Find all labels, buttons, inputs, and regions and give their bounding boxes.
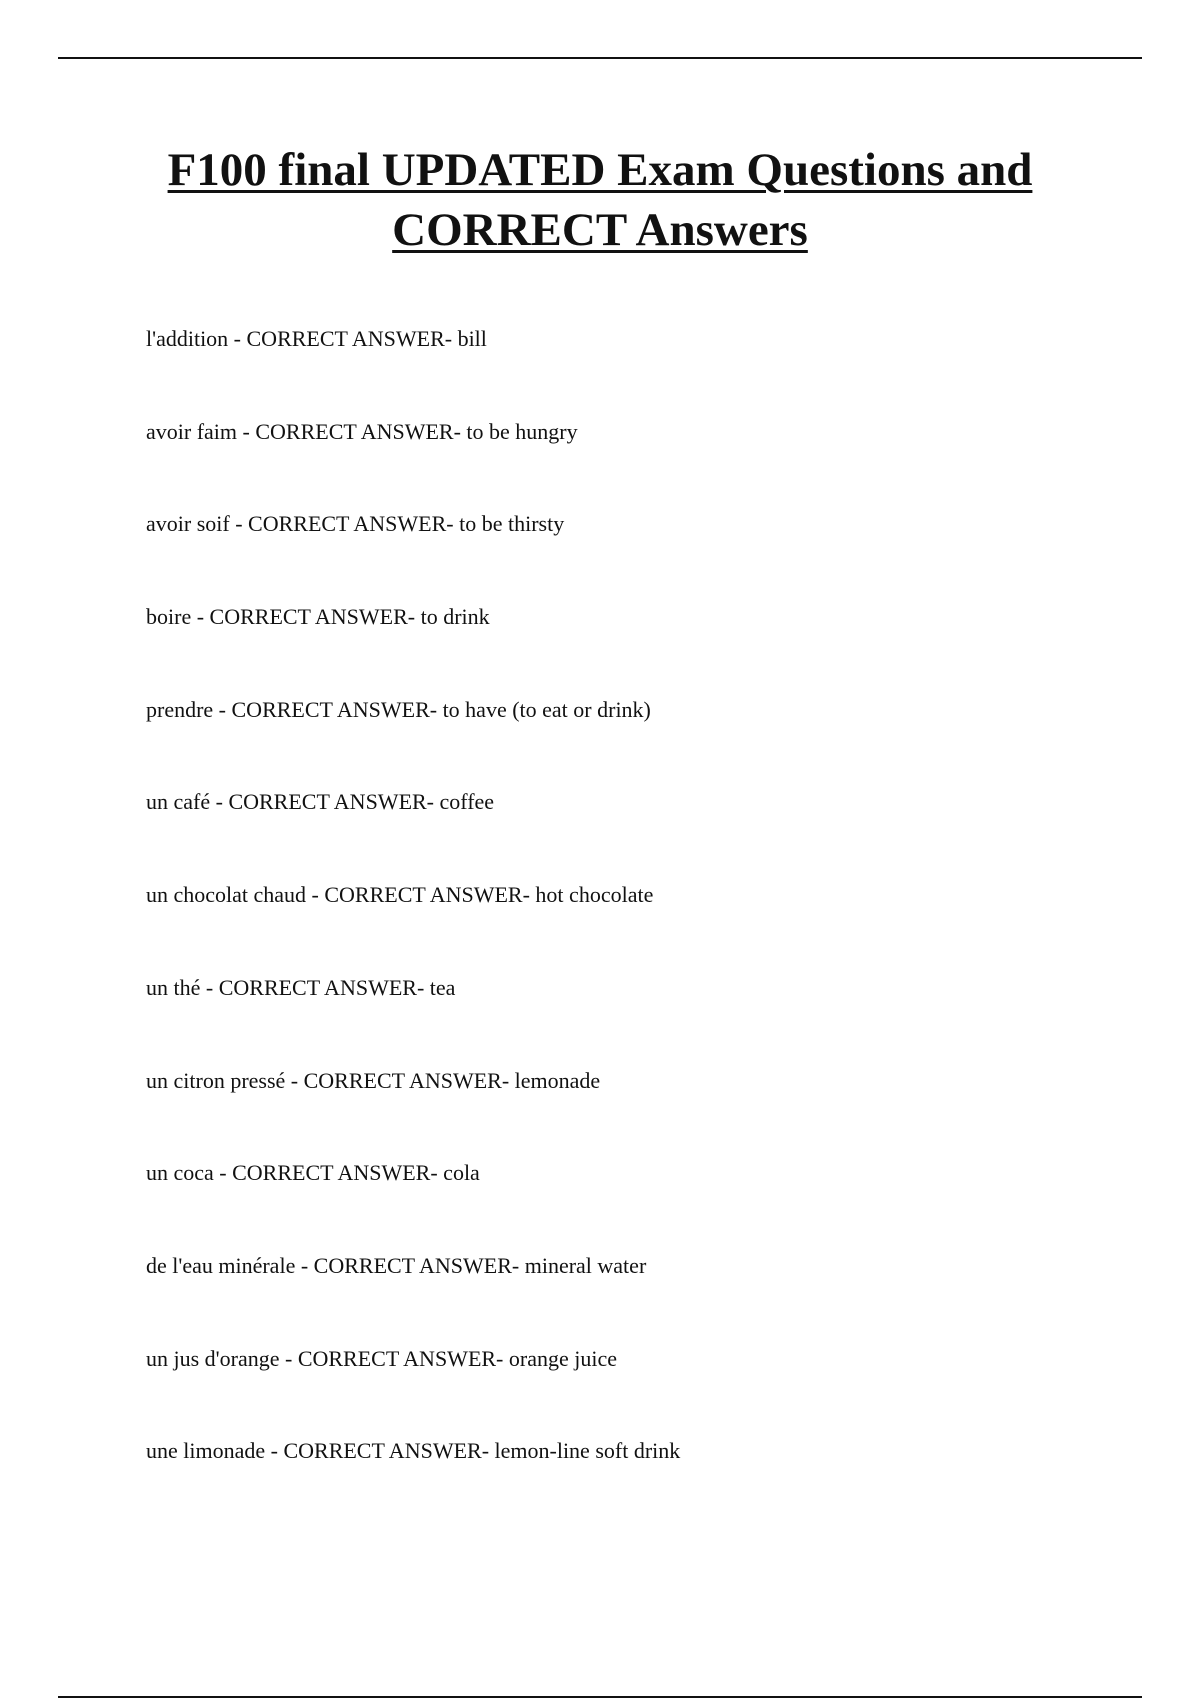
top-divider (58, 57, 1142, 59)
list-item: un coca - CORRECT ANSWER- cola (146, 1160, 480, 1186)
list-item: un thé - CORRECT ANSWER- tea (146, 974, 456, 1000)
title-line-2: CORRECT Answers (392, 204, 808, 256)
list-item: prendre - CORRECT ANSWER- to have (to eat or drink) (146, 696, 651, 722)
list-item: de l'eau minérale - CORRECT ANSWER- mineral water (146, 1252, 647, 1278)
list-item: un citron pressé - CORRECT ANSWER- lemonade (146, 1067, 601, 1093)
list-item: avoir soif - CORRECT ANSWER- to be thirsty (146, 511, 565, 537)
title-line-1: F100 final UPDATED Exam Questions and (167, 144, 1033, 196)
list-item: une limonade - CORRECT ANSWER- lemon-line soft drink (146, 1438, 681, 1464)
list-item: avoir faim - CORRECT ANSWER- to be hungry (146, 418, 578, 444)
qa-list (146, 324, 1106, 1529)
list-item: un café - CORRECT ANSWER- coffee (146, 789, 495, 815)
bottom-divider (58, 1696, 1142, 1698)
list-item: l'addition - CORRECT ANSWER- bill (146, 326, 487, 351)
page-title (0, 140, 1200, 260)
list-item: boire - CORRECT ANSWER- to drink (146, 604, 490, 630)
list-item: un chocolat chaud - CORRECT ANSWER- hot chocolate (146, 882, 654, 908)
list-item: un jus d'orange - CORRECT ANSWER- orange juice (146, 1345, 617, 1371)
